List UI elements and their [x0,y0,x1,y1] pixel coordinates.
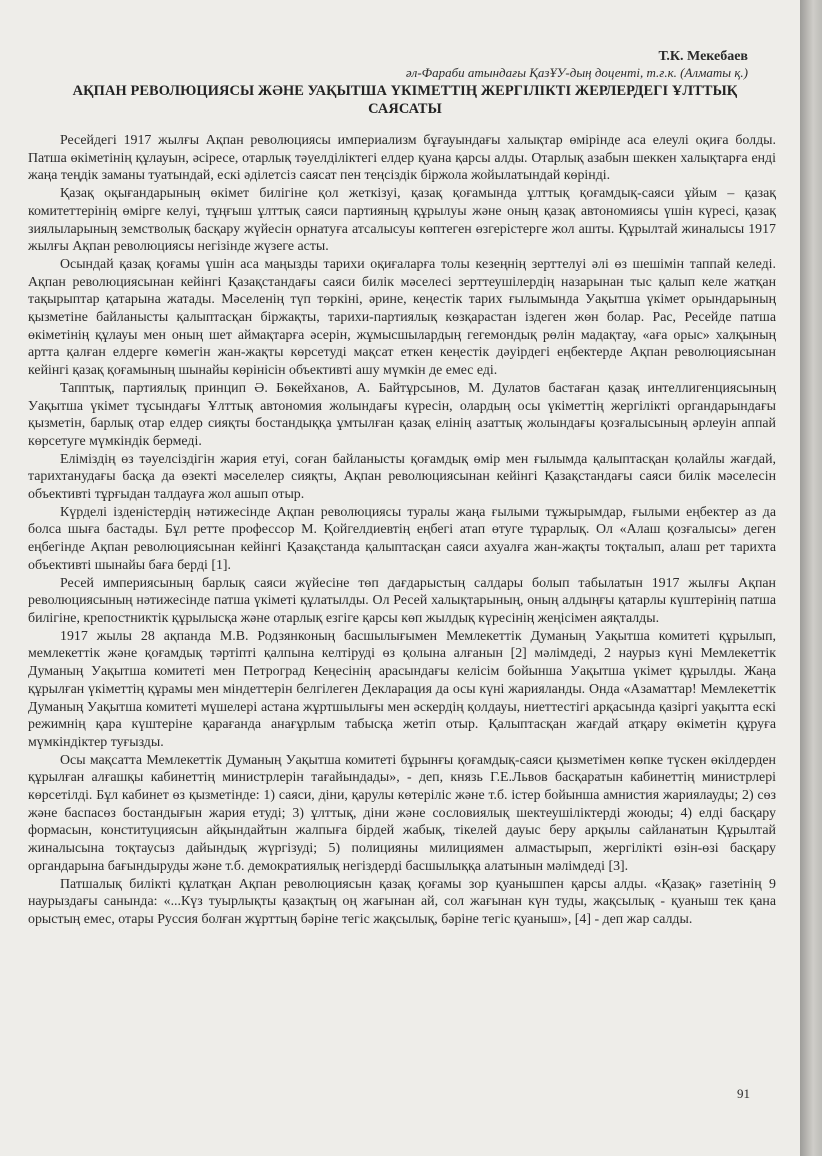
author-name: Т.К. Мекебаев [658,49,748,64]
paragraph: Қазақ оқығандарының өкімет билігіне қол жеткізуі, қазақ қоғамында ұлттық қоғамдық-саяси ұйым – қазақ комитеттерінің өмірге келуі, тұңғыш ұлттық саяси партияның құрылуы және оның қазақ автономиясы үшін күресі, қазақ зиялыларының земстволық басқару жүйесін орнатуға атсалысуы көптеген өзгерістерге жол ашты. Құрылтай жиналысы 1917 жылғы Ақпан революциясы негізінде жүзеге асты. [28,186,776,255]
paragraph: Патшалық билікті құлатқан Ақпан революциясын қазақ қоғамы зор қуанышпен қарсы алды. «Қазақ» газетінің 9 наурыздағы санында: «...Күз туырлықты қазақтың оң жағынан ай, сол жағынан күн туды, жақсылық - қуаныш тек қана орыстың емес, отары Руссия болған жұрттың бәріне тегіс жақсылық, бәріне тегіс қуаныш», [4] - деп жар салды. [28,876,776,927]
author-block [406,48,748,81]
page-number: 91 [737,1086,750,1101]
paragraph: Ресей империясының барлық саяси жүйесіне төп дағдарыстың салдары болып табылатын 1917 жылғы Ақпан революциясының нәтижесінде патша үкіметі құлатылды. Ол Ресей халықтарының, оның алдыңғы қатарлы күштерінің патша билігіне, крепостниктік құрылысқа және отарлық езгіге қарсы көп жылдық күресінің жеңісімен аяқталды. [28,575,776,626]
paragraph: Осы мақсатта Мемлекеттік Думаның Уақытша комитеті бұрынғы қоғамдық-саяси қызметімен көпке түскен өкілдерден құрылған алғашқы кабинеттің министрлерін тағайындады», - деп, князь Г.Е.Львов басқаратын кабинеттің министрлері көрсетілді. Бұл кабинет өз қызметінде: 1) саяси, діни, қарулы көтеріліс және т.б. істер бойынша амнистия жариялауды; 2) сөз және баспасөз бостандығын жария етуді; 3) ұлттық, діни және сословиялық шектеушіліктерді жоюды; 4) елді басқару формасын, конституциясын айқындайтын жалпыға бірдей жабық, тікелей дауыс беру арқылы сайланатын Құрылтай жиналысына тоқтаусыз дайындық жүргізуді; 5) полицияны милициямен алмастырып, жергілікті өзін-өзі басқару органдарына бағындыруды және т.б. демократиялық негіздерді басшылыққа алатынын мәлімдеді [3]. [28,752,776,874]
author-affiliation: әл-Фараби атындағы ҚазҰУ-дың доценті, т.ғ.к. (Алматы қ.) [405,65,748,80]
paragraph: Тапптық, партиялық принцип Ә. Бөкейханов, А. Байтұрсынов, М. Дулатов бастаған қазақ интеллигенциясының Уақытша үкімет тұсындағы Ұлттық автономия жолындағы күресін, олардың осы үкіметтің жергілікті органдарындағы қызметін, барлық отар елдер сияқты бостандыққа ұмтылған қазақ елінің азаттық жолындағы қозғалысының әрлеуін аппай көрсетуге мүмкіндік бермеді. [28,380,776,449]
paragraph: Күрделі ізденістердің нәтижесінде Ақпан революциясы туралы жаңа ғылыми тұжырымдар, ғылыми еңбектер аз да болса шыға бастады. Бұл ретте профессор М. Қойгелдиевтің еңбегі атап өтуге тұрарлық. Ол «Алаш қозғалысы» деген еңбегінде Ақпан революциясынан кейінгі Қазақстанда қалыптасқан саяси ахуалға жан-жақты тоқталып, алаш рет тарихта объективті шынайы баға берді [1]. [28,504,776,573]
article-title: АҚПАН РЕВОЛЮЦИЯСЫ ЖӘНЕ УАҚЫТША ҮКІМЕТТІҢ ЖЕРГІЛІКТІ ЖЕРЛЕРДЕГІ ҰЛТТЫҚ САЯСАТЫ [72,83,738,117]
book-page-edge [800,0,822,1156]
paragraph: 1917 жылы 28 ақпанда М.В. Родзянконың басшылығымен Мемлекеттік Думаның Уақытша комитеті құрылып, мемлекеттік және қоғамдық тәртіпті қалпына келтіруді өз қолына алғанын [2] мәлімдеді, 2 наурыз күні Мемлекеттік Думаның Уақытша комитеті мен Петроград Кеңесінің арасындағы келісім бойынша Уақытша үкімет құрылды. Жаңа құрылған үкіметтің құрамы мен міндеттерін белгілеген Декларация да осы күні жарияланды. Онда «Азаматтар! Мемлекеттік Думаның Уақытша комитеті мүшелері астана жұртшылығы мен әскердің қолдауы, ниеттестігі арқасында қазіргі уақытта ескі режимнің қара күштеріне қарағанда анағұрлым табысқа жетіп отыр. Қалыптасқан жағдай атқару өкіметін құруға мүмкіндіктер туғызды. [28,628,776,750]
paragraph: Ресейдегі 1917 жылғы Ақпан революциясы империализм бұғауындағы халықтар өмірінде аса елеулі оқиға болды. Патша өкіметінің құлауын, әсіресе, отарлық тәуелділіктегі елдер қуана қарсы алды. Отарлық азабын шеккен халықтарға енді жаңа теңдік заманы туатындай, ескі әділетсіз саясат пен теңсіздік біржола жойылатындай көрінді. [28,133,776,184]
paragraph: Еліміздің өз тәуелсіздігін жария етуі, соған байланысты қоғамдық өмір мен ғылымда қалыптасқан қолайлы жағдай, тарихтанудағы басқа да өзекті мәселелер сияқты, Ақпан революциясынан кейінгі Қазақстандағы саяси билік мәселесін объективті тұрғыдан талдауға жол ашып отыр. [28,451,776,503]
paragraph: Осындай қазақ қоғамы үшін аса маңызды тарихи оқиғаларға толы кезеңнің зерттелуі әлі өз шешімін таппай келеді. Ақпан революциясынан кейінгі Қазақстандағы саяси билік мәселесі зерттеушілердің назарынан тыс қалып келе жатқан тақырыптар қатарына жатады. Мәселенің түп төркіні, әрине, кеңестік тарих ғылымында Уақытша үкімет орындарының қызметіне байланысты қалыптасқан біржақты, тарихи-партиялық көзқарастан іздеген жөн болар. Рас, Ресейде патша өкіметінің құлауы мен оның шет аймақтарға әсерін, жұмысшылардың гегемондық рөлін мадақтау, «аға орыс» халқының артта қалған елдерге көмегін жан-жақты көрсетуді мақсат еткен кеңестік дәуірдегі еңбектерде Ақпан революциясынан кейінгі қазақ қоғамының шынайы көрінісін объективті ашу мүмкін де емес еді. [28,256,776,379]
article-body [28,132,776,929]
